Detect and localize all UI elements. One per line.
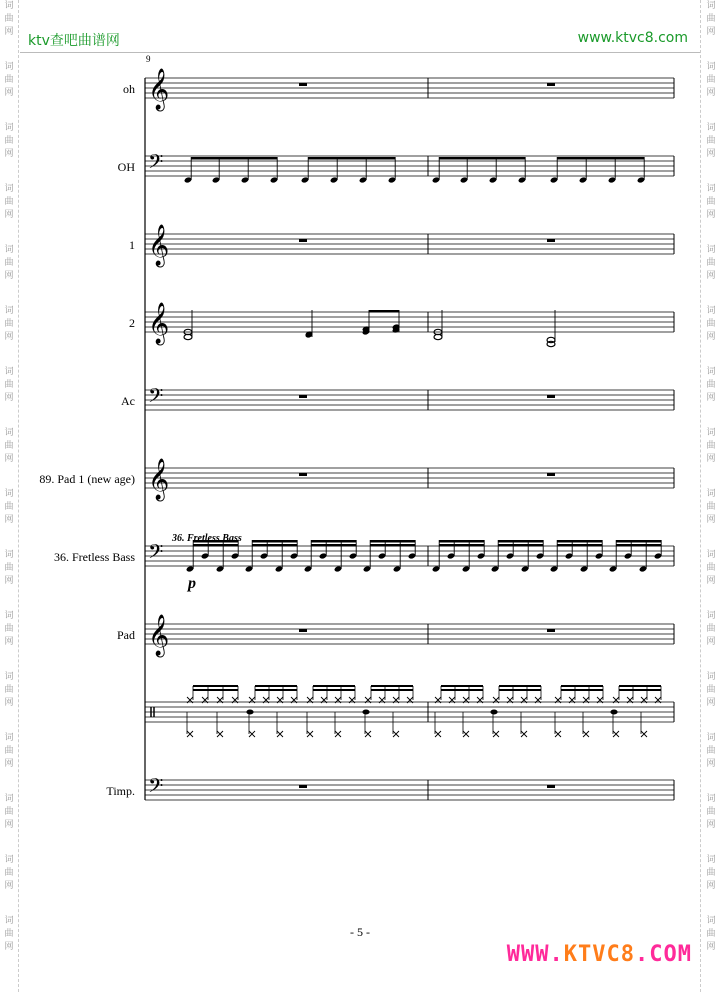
- watermark-char: 曲: [706, 136, 716, 146]
- site-name-header: ktv查吧曲谱网: [28, 33, 120, 49]
- watermark-char: 网: [706, 820, 716, 830]
- beam: [370, 540, 415, 543]
- beam: [439, 544, 484, 547]
- watermark-char: 曲: [706, 14, 716, 24]
- treble-clef-icon: 𝄞: [148, 615, 170, 656]
- whole-rest: [299, 473, 307, 476]
- beam: [616, 540, 661, 543]
- watermark-char: 曲: [4, 258, 14, 268]
- beam: [557, 544, 602, 547]
- watermark-char: 网: [4, 759, 14, 769]
- watermark-char: 曲: [4, 807, 14, 817]
- watermark-char: 网: [4, 393, 14, 403]
- watermark-char: 网: [4, 210, 14, 220]
- watermark-char: 曲: [706, 258, 716, 268]
- watermark-char: 网: [706, 759, 716, 769]
- watermark-char: 曲: [4, 929, 14, 939]
- watermark-char: 曲: [4, 502, 14, 512]
- watermark-char: 网: [706, 698, 716, 708]
- watermark-char: 网: [706, 637, 716, 647]
- beam: [313, 685, 355, 687]
- beam: [616, 544, 661, 547]
- watermark-char: 网: [4, 332, 14, 342]
- beam: [619, 685, 661, 687]
- beam: [308, 157, 395, 160]
- measure-number: 9: [146, 54, 151, 64]
- kick-notehead: [583, 731, 589, 737]
- watermark-char: 曲: [706, 75, 716, 85]
- beam: [311, 544, 356, 547]
- bass-clef-icon: 𝄢: [148, 384, 164, 412]
- beam: [441, 689, 483, 691]
- watermark-char: 曲: [4, 197, 14, 207]
- whole-rest: [299, 395, 307, 398]
- watermark-char: 词: [706, 733, 716, 743]
- logo-ktvc8: KTVC8: [563, 942, 636, 967]
- watermark-char: 词: [706, 62, 716, 72]
- instrument-label: 36. Fretless Bass: [54, 550, 135, 564]
- whole-rest: [299, 785, 307, 788]
- watermark-char: 曲: [4, 624, 14, 634]
- beam: [252, 540, 297, 543]
- watermark-char: 网: [706, 149, 716, 159]
- kick-notehead: [187, 731, 193, 737]
- beam: [499, 689, 541, 691]
- treble-clef-icon: 𝄞: [148, 225, 170, 266]
- beam: [369, 310, 399, 313]
- instrument-label: Ac: [121, 394, 135, 408]
- logo-com: .COM: [635, 942, 692, 967]
- watermark-char: 网: [706, 393, 716, 403]
- watermark-char: 网: [706, 27, 716, 37]
- watermark-char: 词: [4, 550, 14, 560]
- watermark-char: 曲: [4, 14, 14, 24]
- watermark-char: 网: [4, 454, 14, 464]
- watermark-char: 词: [4, 184, 14, 194]
- watermark-char: 曲: [706, 319, 716, 329]
- watermark-char: 词: [4, 245, 14, 255]
- watermark-char: 网: [706, 210, 716, 220]
- watermark-char: 词: [706, 489, 716, 499]
- watermark-char: 词: [4, 428, 14, 438]
- watermark-char: 词: [706, 672, 716, 682]
- beam: [311, 540, 356, 543]
- watermark-char: 网: [706, 332, 716, 342]
- whole-rest: [547, 395, 555, 398]
- watermark-char: 词: [706, 611, 716, 621]
- watermark-char: 词: [706, 794, 716, 804]
- watermark-char: 网: [4, 88, 14, 98]
- beam: [371, 685, 413, 687]
- watermark-char: 网: [706, 576, 716, 586]
- watermark-char: 网: [4, 942, 14, 952]
- watermark-char: 曲: [706, 746, 716, 756]
- watermark-char: 网: [4, 149, 14, 159]
- watermark-char: 曲: [4, 685, 14, 695]
- beam: [193, 689, 238, 691]
- dynamic-marking: p: [188, 575, 196, 592]
- whole-rest: [547, 83, 555, 86]
- beam: [441, 685, 483, 687]
- kick-notehead: [365, 731, 371, 737]
- watermark-char: 词: [4, 1, 14, 11]
- fretless-bass-annotation: 36. Fretless Bass: [172, 533, 242, 544]
- watermark-char: 网: [4, 637, 14, 647]
- watermark-char: 曲: [706, 441, 716, 451]
- watermark-char: 曲: [4, 746, 14, 756]
- kick-notehead: [393, 731, 399, 737]
- kick-notehead: [493, 731, 499, 737]
- instrument-label: Pad: [117, 628, 135, 642]
- watermark-char: 词: [706, 550, 716, 560]
- watermark-char: 曲: [706, 685, 716, 695]
- watermark-char: 词: [706, 367, 716, 377]
- whole-rest: [299, 83, 307, 86]
- watermark-char: 网: [706, 942, 716, 952]
- whole-rest: [547, 473, 555, 476]
- beam: [619, 689, 661, 691]
- watermark-char: 词: [706, 855, 716, 865]
- whole-rest: [547, 785, 555, 788]
- beam: [370, 544, 415, 547]
- watermark-char: 词: [706, 916, 716, 926]
- watermark-char: 曲: [706, 197, 716, 207]
- kick-notehead: [217, 731, 223, 737]
- beam: [255, 685, 297, 687]
- snare-notehead: [610, 710, 617, 715]
- watermark-char: 词: [4, 733, 14, 743]
- kick-notehead: [249, 731, 255, 737]
- watermark-char: 词: [4, 855, 14, 865]
- beam: [191, 157, 277, 160]
- beam: [557, 157, 644, 160]
- instrument-label: Timp.: [106, 784, 135, 798]
- beam: [561, 689, 603, 691]
- kick-notehead: [277, 731, 283, 737]
- instrument-label: 1: [129, 238, 135, 252]
- beam: [498, 544, 543, 547]
- treble-clef-icon: 𝄞: [148, 459, 170, 500]
- watermark-char: 网: [4, 515, 14, 525]
- watermark-char: 网: [4, 27, 14, 37]
- kick-notehead: [307, 731, 313, 737]
- watermark-char: 网: [706, 88, 716, 98]
- watermark-char: 曲: [4, 136, 14, 146]
- kick-notehead: [435, 731, 441, 737]
- watermark-char: 曲: [706, 807, 716, 817]
- watermark-char: 词: [706, 1, 716, 11]
- whole-rest: [547, 239, 555, 242]
- whole-rest: [299, 239, 307, 242]
- watermark-char: 曲: [4, 441, 14, 451]
- watermark-char: 词: [706, 306, 716, 316]
- instrument-label: OH: [117, 160, 135, 174]
- kick-notehead: [463, 731, 469, 737]
- watermark-char: 网: [706, 881, 716, 891]
- kick-notehead: [555, 731, 561, 737]
- watermark-char: 词: [4, 672, 14, 682]
- watermark-char: 曲: [4, 868, 14, 878]
- watermark-char: 网: [4, 698, 14, 708]
- beam: [439, 157, 525, 160]
- beam: [313, 689, 355, 691]
- watermark-char: 词: [706, 184, 716, 194]
- snare-notehead: [362, 710, 369, 715]
- watermark-char: 词: [4, 611, 14, 621]
- watermark-char: 词: [706, 245, 716, 255]
- watermark-char: 网: [4, 576, 14, 586]
- watermark-char: 网: [4, 881, 14, 891]
- watermark-char: 曲: [706, 929, 716, 939]
- bass-clef-icon: 𝄢: [148, 774, 164, 802]
- kick-notehead: [335, 731, 341, 737]
- watermark-char: 词: [4, 306, 14, 316]
- instrument-label: 89. Pad 1 (new age): [39, 472, 135, 486]
- bass-clef-icon: 𝄢: [148, 540, 164, 568]
- watermark-char: 词: [4, 367, 14, 377]
- beam: [193, 544, 238, 547]
- watermark-char: 词: [706, 123, 716, 133]
- beam: [499, 685, 541, 687]
- treble-clef-icon: 𝄞: [148, 69, 170, 110]
- site-url-header[interactable]: www.ktvc8.com: [577, 30, 688, 46]
- kick-notehead: [641, 731, 647, 737]
- beam: [561, 685, 603, 687]
- snare-notehead: [490, 710, 497, 715]
- beam: [557, 540, 602, 543]
- beam: [193, 685, 238, 687]
- site-logo[interactable]: [507, 942, 692, 967]
- watermark-char: 词: [4, 489, 14, 499]
- beam: [371, 689, 413, 691]
- beam: [252, 544, 297, 547]
- watermark-char: 词: [4, 794, 14, 804]
- page-number: - 5 -: [350, 925, 370, 939]
- watermark-char: 曲: [4, 75, 14, 85]
- watermark-char: 网: [4, 271, 14, 281]
- watermark-char: 词: [4, 123, 14, 133]
- watermark-char: 词: [4, 62, 14, 72]
- watermark-char: 曲: [706, 624, 716, 634]
- instrument-label: oh: [123, 82, 135, 96]
- watermark-char: 网: [706, 454, 716, 464]
- beam: [255, 689, 297, 691]
- watermark-char: 词: [706, 428, 716, 438]
- watermark-char: 曲: [706, 502, 716, 512]
- watermark-char: 网: [706, 515, 716, 525]
- kick-notehead: [613, 731, 619, 737]
- snare-notehead: [246, 710, 253, 715]
- watermark-char: 词: [4, 916, 14, 926]
- watermark-char: 曲: [4, 563, 14, 573]
- watermark-char: 曲: [706, 563, 716, 573]
- watermark-char: 曲: [706, 868, 716, 878]
- watermark-char: 曲: [706, 380, 716, 390]
- beam: [498, 540, 543, 543]
- watermark-char: 网: [706, 271, 716, 281]
- bass-clef-icon: 𝄢: [148, 150, 164, 178]
- watermark-char: 网: [4, 820, 14, 830]
- treble-clef-icon: 𝄞: [148, 303, 170, 344]
- whole-rest: [299, 629, 307, 632]
- watermark-char: 曲: [4, 319, 14, 329]
- beam: [439, 540, 484, 543]
- instrument-label: 2: [129, 316, 135, 330]
- watermark-char: 曲: [4, 380, 14, 390]
- kick-notehead: [521, 731, 527, 737]
- logo-www: WWW.: [506, 942, 564, 967]
- whole-rest: [547, 629, 555, 632]
